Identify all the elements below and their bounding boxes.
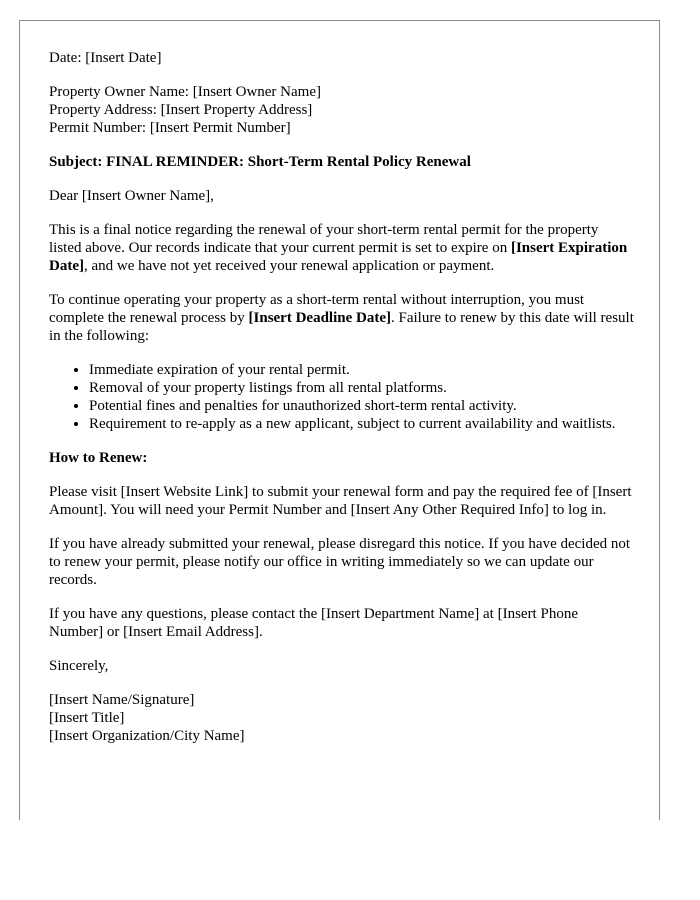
contact-paragraph: If you have any questions, please contact the [Insert Department Name] at [Insert Phone Number] or [Insert Email Address]. <box>49 606 578 640</box>
disregard-notice-paragraph: If you have already submitted your renewal, please disregard this notice. If you have decided not to renew your permit, please notify our office in writing immediately so we can update our records. <box>49 536 631 588</box>
property-address-line: Property Address: [Insert Property Address] <box>49 102 313 118</box>
renewal-instructions-paragraph: Please visit [Insert Website Link] to submit your renewal form and pay the required fee of [Insert Amount]. You will need your Permit Number and [Insert Any Other Required Info] to log in. <box>49 484 632 518</box>
expiration-notice-paragraph <box>49 221 634 275</box>
list-item: • Removal of your property listings from all rental platforms. <box>89 379 634 397</box>
permit-number-line: Permit Number: [Insert Permit Number] <box>49 120 291 136</box>
deadline-paragraph <box>49 291 634 345</box>
deadline-text-start: To continue operating your property as a short-term rental without interruption, you must complete the renewal process by <box>49 292 585 326</box>
deadline-date-placeholder: [Insert Deadline Date] <box>248 310 391 326</box>
owner-name-line: Property Owner Name: [Insert Owner Name] <box>49 84 321 100</box>
how-to-renew-heading: How to Renew: <box>49 450 148 466</box>
expiration-date-placeholder: [Insert Expiration Date] <box>49 240 628 274</box>
expiration-notice-text-start: This is a final notice regarding the renewal of your short-term rental permit for the property listed above. Our records indicate that your current permit is set to expire on <box>49 222 599 256</box>
letter-page <box>19 20 660 820</box>
date-line: Date: [Insert Date] <box>49 50 162 66</box>
deadline-text-end: . Failure to renew by this date will result in the following: <box>49 310 634 344</box>
list-item: • Potential fines and penalties for unauthorized short-term rental activity. <box>89 397 634 415</box>
owner-info-block <box>49 83 634 137</box>
signature-title: [Insert Title] <box>49 710 125 726</box>
signature-block <box>49 691 634 745</box>
subject-line: Subject: FINAL REMINDER: Short-Term Rental Policy Renewal <box>49 154 471 170</box>
signature-organization: [Insert Organization/City Name] <box>49 728 245 744</box>
consequences-list <box>49 361 634 433</box>
list-item: • Immediate expiration of your rental permit. <box>89 361 634 379</box>
signature-name: [Insert Name/Signature] <box>49 692 195 708</box>
closing: Sincerely, <box>49 658 109 674</box>
expiration-notice-text-end: , and we have not yet received your renewal application or payment. <box>83 258 495 274</box>
salutation: Dear [Insert Owner Name], <box>49 188 214 204</box>
list-item: • Requirement to re-apply as a new applicant, subject to current availability and waitlists. <box>89 415 634 433</box>
letter-body <box>49 49 634 761</box>
